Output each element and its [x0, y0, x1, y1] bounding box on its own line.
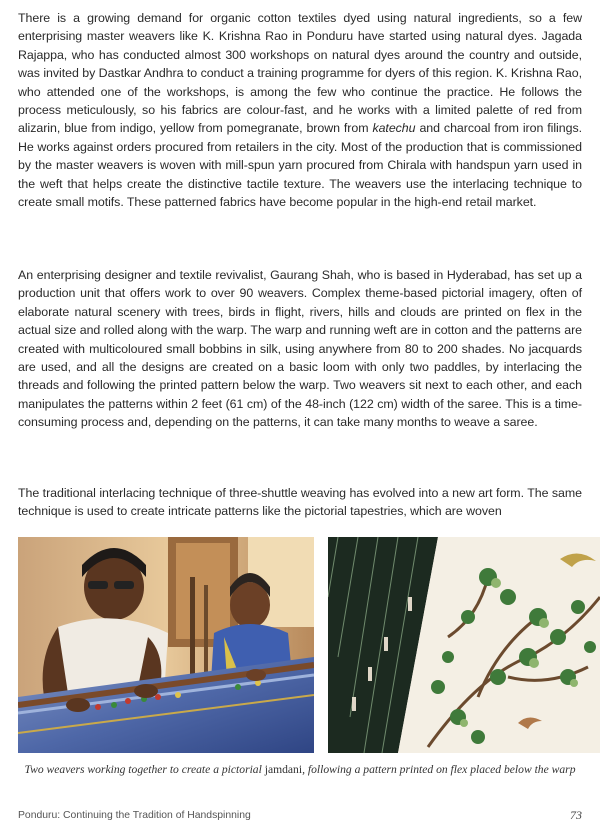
paragraph-1-italic-term: katechu	[372, 121, 416, 136]
paragraph-1-text: There is a growing demand for organic cotton textiles dyed using natural ingredients, so a few enterprising master weavers like K. Krishna Rao in Ponduru have started using natural dyes. Jagada Rajappa, who has conducted almost 300 workshops on natural dyes around the country and outside, was invited by Dastkar Andhra to conduct a training programme for dyers of this region. K. Krishna Rao, who attended one of the workshops, is among the few who continue the practice. He follows the process meticulously, so his fabrics are colour-fast, and he works with a limited palette of red from alizarin, blue from indigo, yellow from pomegranate, brown from	[18, 11, 582, 136]
running-footer-title: Ponduru: Continuing the Tradition of Handspinning	[18, 810, 251, 821]
body-paragraph-1	[18, 9, 582, 211]
weavers-photo	[18, 537, 314, 753]
caption-text: Two weavers working together to create a pictorial	[24, 763, 262, 776]
weavers-illustration	[18, 537, 314, 753]
paragraph-1-text-end: and charcoal from iron filings. He works against orders procured from retailers in the city. Most of the production that is commissioned by the master weavers is woven with mill-spun yarn procured from Chirala with handspun yarn used in the weft that helps create the distinctive tactile texture. The weavers use the interlacing technique to create small motifs. These patterned fabrics have become popular in the high-end retail market.	[18, 121, 582, 210]
body-paragraph-3	[18, 484, 582, 521]
body-paragraph-2	[18, 266, 582, 432]
caption-text-end: , following a pattern printed on flex placed below the warp	[302, 763, 576, 776]
paragraph-3-text: The traditional interlacing technique of three-shuttle weaving has evolved into a new art form. The same technique is used to create intricate patterns like the pictorial tapestries, which are woven	[18, 486, 582, 519]
figure-caption	[0, 762, 600, 778]
paragraph-2-text: An enterprising designer and textile revivalist, Gaurang Shah, who is based in Hyderabad, has set up a production unit that offers work to over 90 weavers. Complex theme-based pictorial imagery, often of elaborate natural scenery with trees, birds in flight, rivers, hills and clouds are printed on flex in the actual size and rolled along with the warp. The warp and running weft are in cotton and the patterns are created with multicoloured small bobbins in silk, using anywhere from 80 to 200 shades. No jacquards are used, and all the designs are created on a basic loom with only two paddles, by interlacing the threads and following the printed pattern below the warp. Two weavers sit next to each other, and each manipulates the patterns within 2 feet (61 cm) of the 48-inch (122 cm) width of the saree. This is a time-consuming process and, depending on the patterns, it can take many months to weave a saree.	[18, 268, 582, 430]
pictorial-weave-photo	[328, 537, 600, 753]
page-number: 73	[570, 808, 582, 822]
caption-term: jamdani	[264, 763, 303, 776]
pictorial-weave-illustration	[328, 537, 600, 753]
